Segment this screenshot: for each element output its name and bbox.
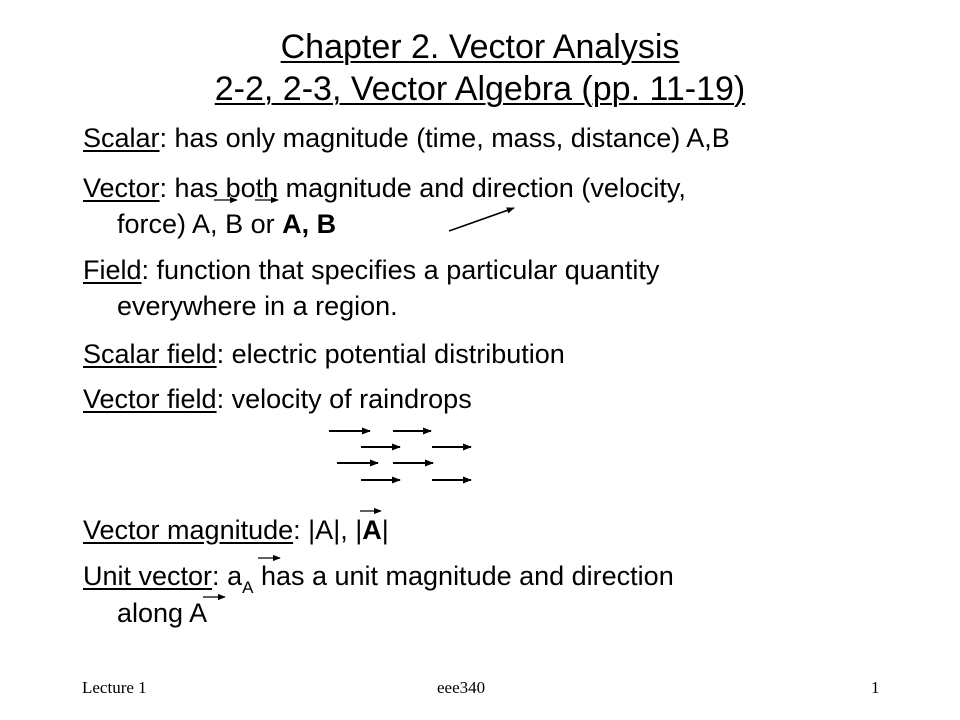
vector-field-term: Vector field [83, 384, 217, 414]
field-definition [83, 254, 659, 286]
vector-term: Vector [83, 173, 160, 203]
vector-notation-start: force) [117, 209, 193, 239]
footer-page-number: 1 [871, 678, 880, 697]
unit-vector-text-start: : [212, 561, 228, 591]
scalar-text: : has only magnitude (time, mass, distance) A,B [159, 123, 730, 153]
unit-vector-letter: a [227, 561, 243, 591]
unit-vector-cont-start: along [117, 598, 190, 628]
vector-definition [83, 172, 686, 204]
vector-field-text: : velocity of raindrops [216, 384, 472, 414]
unit-vector-definition-cont [117, 597, 207, 629]
field-text: : function that specifies a particular quantity [141, 255, 660, 285]
unit-vector-term: Unit vector [83, 561, 213, 591]
vector-magnitude-letter: A [315, 515, 334, 545]
scalar-field-text: : electric potential distribution [216, 339, 565, 369]
vector-notation [117, 208, 336, 240]
vector-comma: , [210, 209, 226, 239]
unit-vector-text: has a unit magnitude and direction [253, 561, 674, 591]
slide-title-line-1: Chapter 2. Vector Analysis [280, 28, 680, 66]
vector-magnitude-text-start: : | [293, 515, 316, 545]
unit-vector-definition [83, 560, 674, 596]
slide-title-line-2: 2-2, 2-3, Vector Algebra (pp. 11-19) [214, 70, 746, 108]
scalar-term: Scalar [83, 123, 160, 153]
scalar-field-term: Scalar field [83, 339, 217, 369]
unit-vector-cont-letter: A [189, 598, 208, 628]
scalar-definition [83, 122, 730, 154]
scalar-field-definition [83, 338, 565, 370]
vector-field-definition [83, 383, 472, 415]
vector-letter-b: B [225, 209, 244, 239]
diagonal-vector-arrow-icon [449, 208, 514, 231]
vector-magnitude-term: Vector magnitude [83, 515, 294, 545]
field-term: Field [83, 255, 142, 285]
unit-vector-subscript: A [242, 578, 254, 597]
vector-magnitude-text-end: | [381, 515, 389, 545]
vector-text: : has both magnitude and direction (velocity, [159, 173, 686, 203]
vector-letter-a: A [192, 209, 211, 239]
vector-or: or [243, 209, 283, 239]
footer-lecture: Lecture 1 [82, 678, 147, 697]
vector-magnitude-text-mid: |, | [333, 515, 363, 545]
vector-bold-notation: A, B [282, 209, 337, 239]
vector-magnitude-definition [83, 514, 389, 546]
footer-course: eee340 [437, 678, 486, 697]
vector-magnitude-bold: A [362, 515, 382, 545]
raindrop-velocity-arrows [329, 431, 471, 480]
field-definition-cont: everywhere in a region. [117, 291, 398, 321]
